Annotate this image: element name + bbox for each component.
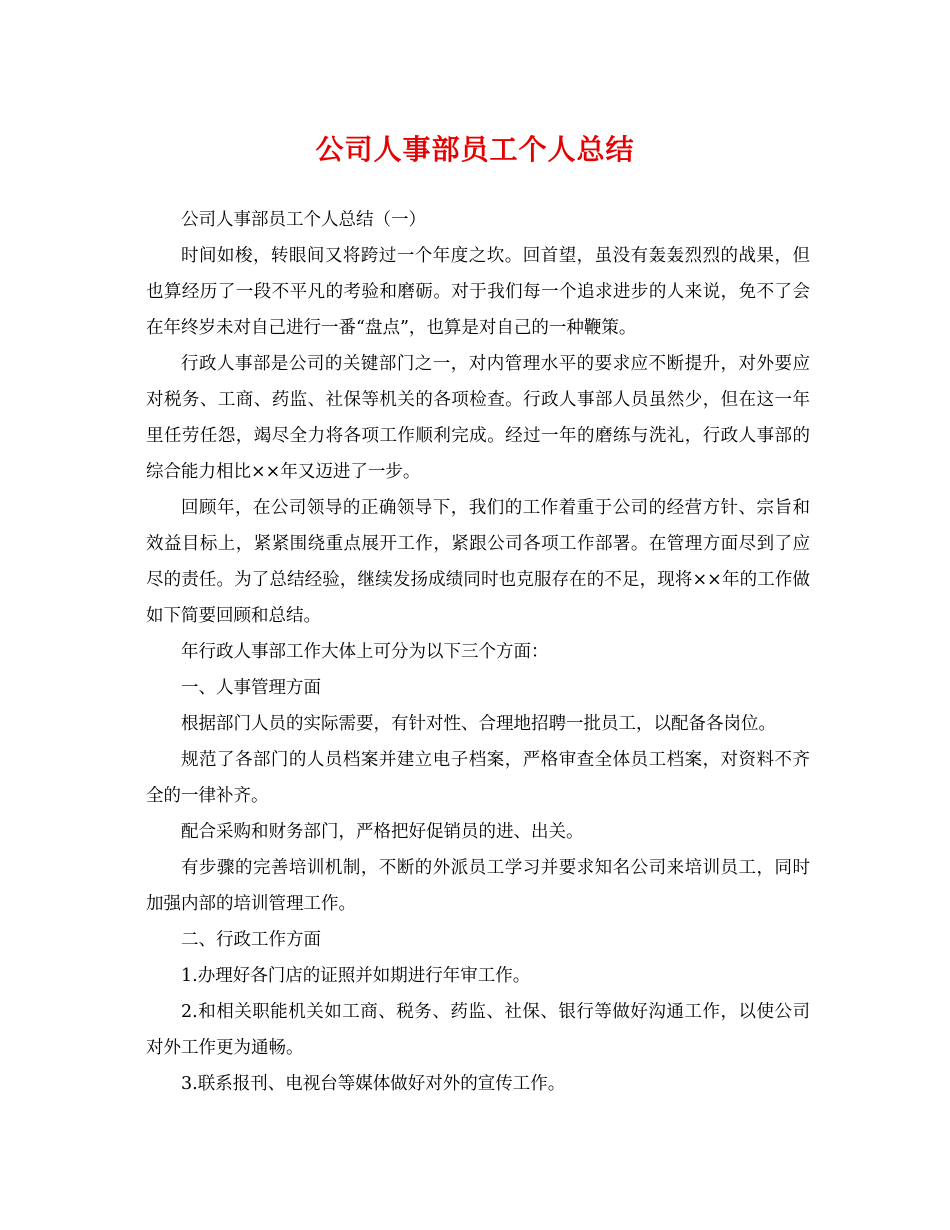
document-title: 公司人事部员工个人总结 [315,133,635,166]
paragraph: 行政人事部是公司的关键部门之一，对内管理水平的要求应不断提升，对外要应对税务、工商、药监、社保等机关的各项检查。行政人事部人员虽然少，但在这一年里任劳任怨，竭尽全力将各项工作顺利完成。经过一年的磨练与洗礼，行政人事部的综合能力相比××年又迈进了一步。 [146,354,810,482]
list-item: 2.和相关职能机关如工商、税务、药监、社保、银行等做好沟通工作，以使公司对外工作更为通畅。 [146,1002,810,1058]
paragraph: 根据部门人员的实际需要，有针对性、合理地招聘一批员工，以配备各岗位。 [181,714,776,734]
paragraph: 年行政人事部工作大体上可分为以下三个方面： [181,642,549,662]
paragraph: 时间如梭，转眼间又将跨过一个年度之坎。回首望，虽没有轰轰烈烈的战果，但也算经历了一段不平凡的考验和磨砺。对于我们每一个追求进步的人来说，免不了会在年终岁未对自己进行一番“盘点”，也算是对自己的一种鞭策。 [146,246,810,338]
paragraph: 规范了各部门的人员档案并建立电子档案，严格审查全体员工档案，对资料不齐全的一律补齐。 [146,750,810,806]
paragraph: 有步骤的完善培训机制，不断的外派员工学习并要求知名公司来培训员工，同时加强内部的培训管理工作。 [146,858,810,914]
section-heading: 二、行政工作方面 [181,930,321,950]
paragraph: 回顾年，在公司领导的正确领导下，我们的工作着重于公司的经营方针、宗旨和效益目标上，紧紧围绕重点展开工作，紧跟公司各项工作部署。在管理方面尽到了应尽的责任。为了总结经验，继续发扬成绩同时也克服存在的不足，现将××年的工作做如下简要回顾和总结。 [146,498,810,626]
paragraph: 配合采购和财务部门，严格把好促销员的进、出关。 [181,822,584,842]
section-heading: 公司人事部员工个人总结（一） [181,210,426,230]
section-heading: 一、人事管理方面 [181,678,321,698]
list-item: 1.办理好各门店的证照并如期进行年审工作。 [181,966,531,986]
list-item: 3.联系报刊、电视台等媒体做好对外的宣传工作。 [181,1074,566,1094]
document-body [146,202,810,1102]
